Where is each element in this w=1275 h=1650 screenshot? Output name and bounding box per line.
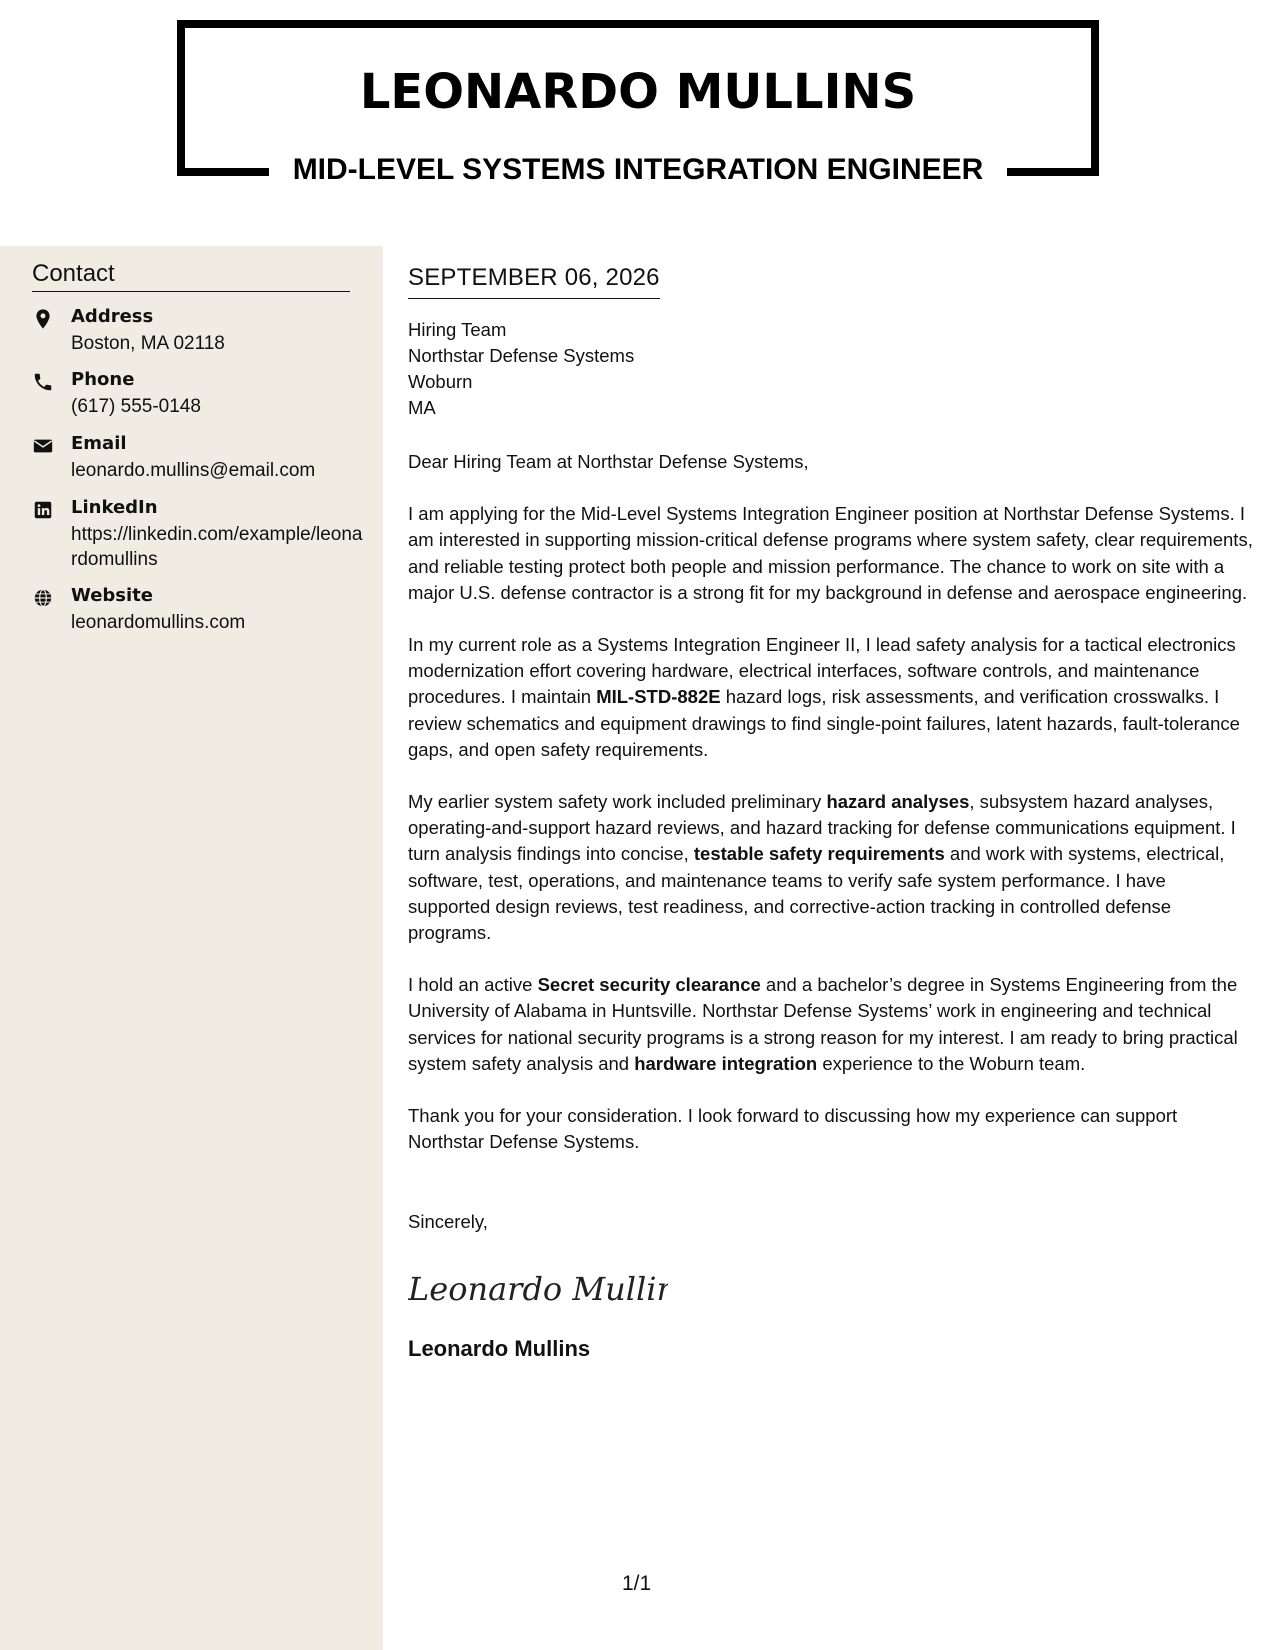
contact-label: Phone	[71, 369, 135, 390]
applicant-name: LEONARDO MULLINS	[359, 64, 917, 120]
salutation: Dear Hiring Team at Northstar Defense Systems,	[408, 451, 809, 472]
bold-phrase: MIL-STD-882E	[596, 686, 721, 708]
signer-name: Leonardo Mullins	[408, 1335, 591, 1361]
contact-value[interactable]: leonardomullins.com	[71, 612, 246, 633]
contact-label: Website	[71, 585, 154, 606]
envelope-icon	[32, 435, 54, 457]
bold-phrase: Secret security clearance	[537, 974, 761, 996]
contact-label: Email	[71, 433, 127, 454]
recipient-line: Hiring Team	[408, 319, 507, 340]
contact-heading: Contact	[32, 260, 350, 292]
recipient-line: Northstar Defense Systems	[408, 345, 635, 366]
contact-value: (617) 555-0148	[71, 396, 201, 417]
bold-phrase: hardware integration	[634, 1052, 818, 1074]
text-run: My earlier system safety work included preliminary	[408, 791, 827, 813]
text-run: , subsystem hazard analyses, operating-and-support hazard reviews, and hazard tracking for defense communications equipment. I turn analysis findings into concise,	[408, 791, 1236, 865]
letter-body	[408, 264, 1253, 1362]
recipient-line: Woburn	[408, 371, 473, 392]
contact-sidebar	[0, 246, 383, 1650]
text-run: Thank you for your consideration. I look forward to discussing how my experience can support Northstar Defense Systems.	[408, 1105, 1178, 1153]
text-run: In my current role as a Systems Integration Engineer II, I lead safety analysis for a tactical electronics modernization effort covering hardware, electrical interfaces, software controls, and maintenance procedures. I maintain	[408, 634, 1236, 708]
contact-value: leonardo.mullins@email.com	[71, 460, 316, 481]
letter-date: SEPTEMBER 06, 2026	[408, 264, 660, 299]
body-paragraph-4	[408, 972, 1253, 1077]
bold-phrase: testable safety requirements	[693, 843, 945, 865]
body-paragraph-1	[408, 501, 1253, 606]
letter-header	[177, 20, 1099, 186]
globe-icon	[32, 587, 54, 609]
contact-label: LinkedIn	[71, 497, 158, 518]
signature-text: Leonardo Mullins	[408, 1269, 668, 1308]
header-frame-top	[177, 20, 1099, 28]
text-run: hazard logs, risk assessments, and verification crosswalks. I review schematics and equipment drawings to find single-point failures, latent hazards, fault-tolerance gaps, and open safety requirements.	[408, 686, 1240, 760]
contact-value[interactable]: https://linkedin.com/example/leonardomullins	[71, 524, 363, 570]
job-title: MID-LEVEL SYSTEMS INTEGRATION ENGINEER	[292, 153, 984, 186]
text-run: and work with systems, electrical, software, test, operations, and maintenance teams to verify safe system performance. I have supported design reviews, test readiness, and corrective-action tracking in controlled defense programs.	[408, 843, 1225, 944]
recipient-block	[408, 317, 1253, 421]
handwritten-signature	[408, 1264, 1253, 1314]
closing: Sincerely,	[408, 1211, 488, 1233]
linkedin-icon	[32, 499, 54, 521]
signature-graphic	[408, 1264, 668, 1314]
contact-label: Address	[71, 306, 154, 327]
body-paragraph-5	[408, 1103, 1253, 1155]
text-run: and a bachelor’s degree in Systems Engineering from the University of Alabama in Huntsville. Northstar Defense Systems’ work in engineering and technical services for national security programs is a strong reason for my interest. I am ready to bring practical system safety analysis and	[408, 974, 1238, 1074]
recipient-line: MA	[408, 397, 436, 418]
body-paragraph-2	[408, 632, 1253, 763]
text-run: I am applying for the Mid-Level Systems Integration Engineer position at Northstar Defense Systems. I am interested in supporting mission-critical defense programs where system safety, clear requirements, and reliable testing protect both people and mission performance. The chance to work on site with a major U.S. defense contractor is a strong fit for my background in defense and aerospace engineering.	[408, 503, 1253, 603]
phone-icon	[32, 371, 54, 393]
text-run: experience to the Woburn team.	[817, 1052, 1086, 1074]
text-run: I hold an active	[408, 974, 538, 996]
body-paragraph-3	[408, 789, 1253, 946]
contact-value: Boston, MA 02118	[71, 333, 225, 354]
map-pin-icon	[32, 308, 54, 330]
bold-phrase: hazard analyses	[826, 791, 970, 813]
page-number: 1/1	[622, 1572, 652, 1595]
